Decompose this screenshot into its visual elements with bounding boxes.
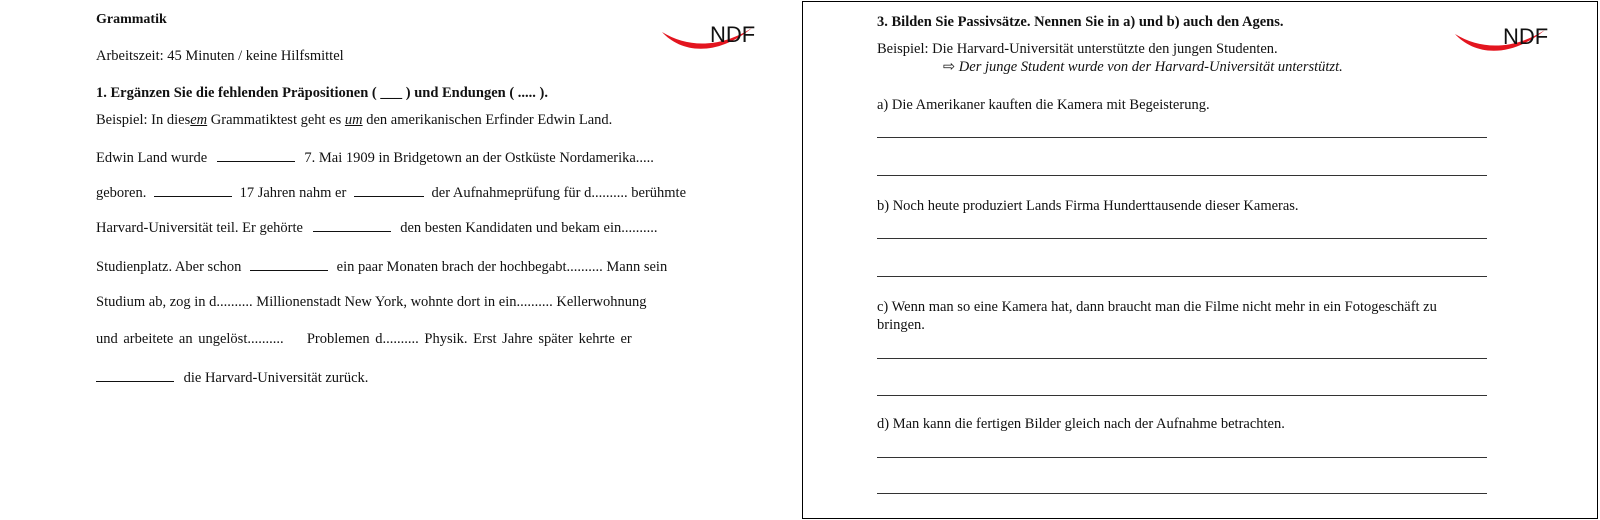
text-line-4-b: ein paar Monaten brach der hochbegabt.......... Mann sein	[336, 259, 668, 275]
worksheet-page-right	[802, 1, 1598, 519]
answer-line-d2[interactable]	[877, 493, 1487, 494]
time-limit-text: Arbeitszeit: 45 Minuten / keine Hilfsmittel	[96, 48, 344, 64]
blank-6[interactable]	[96, 369, 174, 382]
text-line-6-a: und arbeitete an ungelöst..........	[96, 331, 284, 347]
blank-4[interactable]	[313, 219, 391, 232]
example-suffix: den amerikanischen Erfinder Edwin Land.	[362, 112, 613, 128]
text-line-6-b: Problemen d.......... Physik. Erst Jahre später kehrte er	[306, 331, 632, 347]
text-line-5-a: Studium ab, zog in d.......... Millionenstadt New York, wohnte dort in ein.......... Kellerwohnung	[96, 294, 647, 310]
example-prefix: Beispiel: In dies	[96, 112, 191, 128]
text-line-1-a: Edwin Land wurde	[96, 150, 208, 166]
example-middle: Grammatiktest geht es	[207, 112, 345, 128]
text-line-3-a: Harvard-Universität teil. Er gehörte	[96, 220, 303, 236]
blank-3[interactable]	[354, 184, 424, 197]
task-3-example-answer	[943, 58, 1343, 76]
item-a-label: a) Die Amerikaner kauften die Kamera mit Begeisterung.	[877, 97, 1210, 113]
blank-2[interactable]	[154, 184, 232, 197]
blank-1[interactable]	[217, 149, 295, 162]
text-line-7	[96, 369, 368, 387]
text-line-5	[96, 293, 647, 311]
text-line-6	[96, 330, 632, 348]
text-line-3	[96, 219, 658, 237]
blank-5[interactable]	[250, 258, 328, 271]
text-line-4-a: Studienplatz. Aber schon	[96, 259, 242, 275]
item-b-label: b) Noch heute produziert Lands Firma Hunderttausende dieser Kameras.	[877, 198, 1299, 214]
answer-line-b1[interactable]	[877, 238, 1487, 239]
item-d-label: d) Man kann die fertigen Bilder gleich nach der Aufnahme betrachten.	[877, 416, 1285, 432]
answer-line-b2[interactable]	[877, 276, 1487, 277]
text-line-4	[96, 258, 667, 276]
task-1-heading: 1. Ergänzen Sie die fehlenden Präpositionen ( ___ ) und Endungen ( ..... ).	[96, 85, 548, 101]
text-line-2-a: geboren.	[96, 185, 147, 201]
text-line-7-a: die Harvard-Universität zurück.	[183, 370, 369, 386]
item-c-label-continued: bringen.	[877, 317, 925, 333]
answer-line-c2[interactable]	[877, 395, 1487, 396]
item-c-label: c) Wenn man so eine Kamera hat, dann braucht man die Filme nicht mehr in ein Fotogeschäft zu	[877, 299, 1437, 315]
example-ending: em	[190, 112, 208, 128]
example-preposition: um	[344, 112, 363, 128]
answer-line-a1[interactable]	[877, 137, 1487, 138]
answer-line-d1[interactable]	[877, 457, 1487, 458]
text-line-2-b: 17 Jahren nahm er	[239, 185, 347, 201]
worksheet-title: Grammatik	[96, 12, 167, 27]
task-3-example: Beispiel: Die Harvard-Universität unterstützte den jungen Studenten.	[877, 41, 1278, 57]
task-3-heading: 3. Bilden Sie Passivsätze. Nennen Sie in a) und b) auch den Agens.	[877, 14, 1284, 30]
ndf-logo-right-text: NDF	[1503, 24, 1549, 49]
arrow-right-icon: ⇨	[943, 59, 956, 75]
ndf-logo	[660, 18, 756, 62]
ndf-logo-text: NDF	[710, 22, 756, 47]
answer-line-a2[interactable]	[877, 175, 1487, 176]
text-line-2-c: der Aufnahmeprüfung für d.......... berühmte	[431, 185, 687, 201]
text-line-1	[96, 149, 654, 167]
ndf-logo-right	[1453, 20, 1549, 64]
example-answer-text: Der junge Student wurde von der Harvard-Universität unterstützt.	[958, 59, 1343, 75]
text-line-3-b: den besten Kandidaten und bekam ein..........	[400, 220, 658, 236]
worksheet-page-left	[0, 0, 792, 520]
text-line-1-b: 7. Mai 1909 in Bridgetown an der Ostküste Nordamerika.....	[304, 150, 654, 166]
text-line-2	[96, 184, 686, 202]
answer-line-c1[interactable]	[877, 358, 1487, 359]
task-1-example	[96, 111, 612, 129]
